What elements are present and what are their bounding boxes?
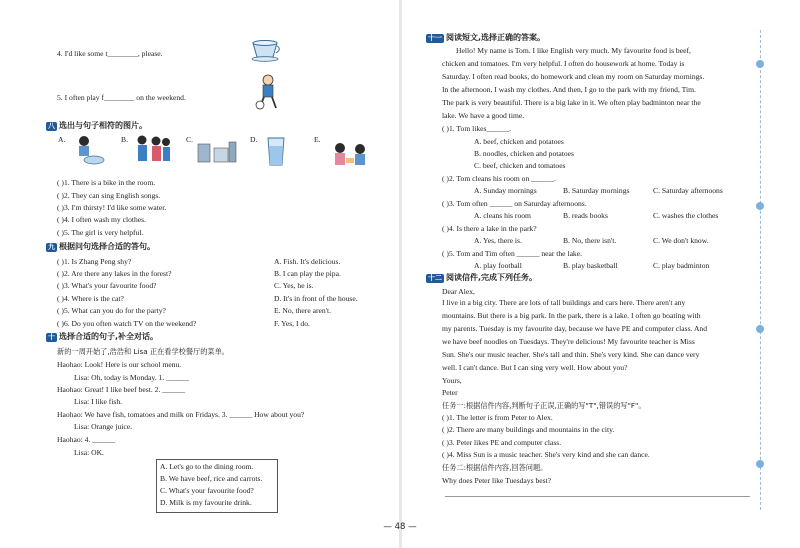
sec11-q4-option-b: B. No, there isn't.	[563, 236, 617, 245]
section-8-number: 八	[48, 122, 55, 130]
option-b: B. We have beef, rice and carrots.	[160, 474, 263, 483]
sec9-answer-d: D. It's in front of the house.	[274, 294, 358, 303]
room-with-bike-image	[196, 140, 238, 166]
picture-label-d: D.	[250, 135, 258, 144]
sec8-item-2: ( )2. They can sing English songs.	[57, 191, 161, 200]
sec11-q2-option-b: B. Saturday mornings	[563, 186, 630, 195]
passage-line-2: chicken and tomatoes. I'm very helpful. I often do housework at home. Today is	[442, 59, 685, 68]
sec11-q1-option-a: A. beef, chicken and potatoes	[474, 137, 564, 146]
sec9-answer-a: A. Fish. It's delicious.	[274, 257, 341, 266]
binding-hole-dot	[756, 460, 764, 468]
letter-line-2: mountains. But there is a big park. In the park, there is a lake. I often go boating with	[442, 311, 701, 320]
dialogue-line-2: Lisa: Oh, today is Monday. 1. ______	[74, 373, 189, 382]
sec11-q5: ( )5. Tom and Tim often ______ near the lake.	[442, 249, 583, 258]
dialogue-line-1: Haohao: Look! Here is our school menu.	[57, 360, 182, 369]
left-page	[0, 0, 398, 548]
section-9-number: 九	[48, 243, 55, 251]
letter-line-3: my parents. Tuesday is my favourite day, because we have PE and computer class. And	[442, 324, 708, 333]
sec9-answer-e: E. No, there aren't.	[274, 306, 332, 315]
sec11-q2-option-a: A. Sunday mornings	[474, 186, 537, 195]
task-2-question: Why does Peter like Tuesdays best?	[442, 476, 552, 485]
girl-washing-image	[70, 134, 106, 166]
option-a: A. Let's go to the dining room.	[160, 462, 254, 471]
right-page	[402, 0, 800, 548]
option-c: C. What's your favourite food?	[160, 486, 254, 495]
option-d: D. Milk is my favourite drink.	[160, 498, 252, 507]
sec11-q4: ( )4. Is there a lake in the park?	[442, 224, 537, 233]
section-11-title	[426, 34, 545, 43]
section-12-title	[426, 274, 537, 283]
passage-line-1: Hello! My name is Tom. I like English very much. My favourite food is beef,	[456, 46, 691, 55]
picture-label-a: A.	[58, 135, 66, 144]
letter-line-1: I live in a big city. There are lots of tall buildings and cars here. There aren't any	[442, 298, 686, 307]
sec11-q1-option-c: C. beef, chicken and tomatoes	[474, 161, 566, 170]
sec8-item-5: ( )5. The girl is very helpful.	[57, 228, 144, 237]
task-1-instruction: 任务一:根据信件内容,判断句子正误,正确的写"T",错误的写"F"。	[442, 401, 646, 410]
sec8-item-1: ( )1. There is a bike in the room.	[57, 178, 156, 187]
sec11-q3-option-a: A. cleans his room	[474, 211, 531, 220]
sec11-q3-option-b: B. reads books	[563, 211, 608, 220]
children-singing-image	[132, 134, 172, 166]
passage-line-4: In the afternoon, I wash my clothes. And then, I go to the park with my friend, Tim.	[442, 85, 696, 94]
page-number: — 48 —	[383, 522, 417, 532]
sec11-q3-option-c: C. washes the clothes	[653, 211, 719, 220]
sec9-question-3: ( )3. What's your favourite food?	[57, 281, 157, 290]
sec11-q2-option-c: C. Saturday afternoons	[653, 186, 723, 195]
section-9-title	[46, 243, 155, 252]
sec11-q5-option-c: C. play badminton	[653, 261, 710, 270]
section-12-number: 十二	[428, 274, 442, 282]
sec11-q1: ( )1. Tom likes______.	[442, 124, 512, 133]
sec11-q5-option-a: A. play football	[474, 261, 522, 270]
sec11-q4-option-c: C. We don't know.	[653, 236, 709, 245]
letter-closing: Yours,	[442, 376, 462, 385]
sec8-item-4: ( )4. I often wash my clothes.	[57, 215, 146, 224]
q5-text: 5. I often play f________ on the weekend.	[57, 93, 186, 102]
sec11-q5-option-b: B. play basketball	[563, 261, 618, 270]
binding-hole-dot	[756, 325, 764, 333]
dialogue-line-4: Lisa: I like fish.	[74, 397, 123, 406]
passage-line-5: The park is very beautiful. There is a big lake in it. We often play badminton near the	[442, 98, 701, 107]
section-8-text: 选出与句子相符的图片。	[59, 121, 147, 130]
task-1-item-1: ( )1. The letter is from Peter to Alex.	[442, 413, 553, 422]
dialogue-line-5: Haohao: We have fish, tomatoes and milk on Fridays. 3. ______ How about you?	[57, 410, 305, 419]
sec11-q3: ( )3. Tom often ______ on Saturday afternoons.	[442, 199, 587, 208]
sec9-question-2: ( )2. Are there any lakes in the forest?	[57, 269, 172, 278]
section-10-text: 选择合适的句子,补全对话。	[59, 332, 159, 341]
dialogue-line-7: Haohao: 4. ______	[57, 435, 115, 444]
margin-dashed-line	[760, 30, 761, 510]
dialogue-line-3: Haohao: Great! I like beef best. 2. ______	[57, 385, 185, 394]
sec11-q4-option-a: A. Yes, there is.	[474, 236, 522, 245]
sec10-intro: 新的一周开始了,浩浩和 Lisa 正在看学校餐厅的菜单。	[57, 347, 229, 356]
helpful-girl-image	[328, 140, 374, 168]
dialogue-line-6: Lisa: Orange juice.	[74, 422, 132, 431]
sec9-question-1: ( )1. Is Zhang Peng shy?	[57, 257, 132, 266]
letter-signature: Peter	[442, 388, 458, 397]
passage-line-6: lake. We have a good time.	[442, 111, 525, 120]
glass-of-water-image	[264, 136, 288, 168]
sec9-answer-f: F. Yes, I do.	[274, 319, 310, 328]
sec9-question-6: ( )6. Do you often watch TV on the weekend?	[57, 319, 197, 328]
teacup-icon	[250, 40, 282, 62]
section-11-text: 阅读短文,选择正确的答案。	[446, 33, 546, 42]
task-1-item-2: ( )2. There are many buildings and mountains in the city.	[442, 425, 615, 434]
letter-line-4: we have beef noodles on Tuesdays. They're delicious! My favourite teacher is Miss	[442, 337, 695, 346]
sec11-q2: ( )2. Tom cleans his room on ______.	[442, 174, 556, 183]
letter-line-6: well. I can't dance. But I can sing very well. How about you?	[442, 363, 628, 372]
picture-label-b: B.	[121, 135, 128, 144]
binding-hole-dot	[756, 202, 764, 210]
task-1-item-4: ( )4. Miss Sun is a music teacher. She's very kind and she can dance.	[442, 450, 650, 459]
letter-greeting: Dear Alex,	[442, 287, 475, 296]
section-9-text: 根据问句选择合适的答句。	[59, 242, 155, 251]
section-12-text: 阅读信件,完成下列任务。	[446, 273, 538, 282]
dialogue-line-8: Lisa: OK.	[74, 448, 104, 457]
passage-line-3: Saturday. I often read books, do homework and clean my room on Saturday mornings.	[442, 72, 705, 81]
section-11-number: 十一	[428, 34, 442, 42]
sec9-question-5: ( )5. What can you do for the party?	[57, 306, 166, 315]
football-boy-icon	[252, 74, 282, 114]
picture-label-e: E.	[314, 135, 321, 144]
answer-line	[445, 496, 750, 497]
sec9-answer-b: B. I can play the pipa.	[274, 269, 341, 278]
task-2-instruction: 任务二:根据信件内容,回答问题。	[442, 463, 548, 472]
sec11-q1-option-b: B. noodles, chicken and potatoes	[474, 149, 574, 158]
sec9-question-4: ( )4. Where is the cat?	[57, 294, 124, 303]
sec8-item-3: ( )3. I'm thirsty! I'd like some water.	[57, 203, 167, 212]
section-10-number: 十	[48, 333, 55, 341]
q4-text: 4. I'd like some t________, please.	[57, 49, 163, 58]
section-10-title	[46, 333, 158, 342]
sec9-answer-c: C. Yes, he is.	[274, 281, 314, 290]
section-8-title	[46, 122, 147, 131]
picture-label-c: C.	[186, 135, 193, 144]
binding-hole-dot	[756, 60, 764, 68]
task-1-item-3: ( )3. Peter likes PE and computer class.	[442, 438, 562, 447]
letter-line-5: Sun. She's our music teacher. She's tall and thin. She's very kind. She can dance very	[442, 350, 700, 359]
